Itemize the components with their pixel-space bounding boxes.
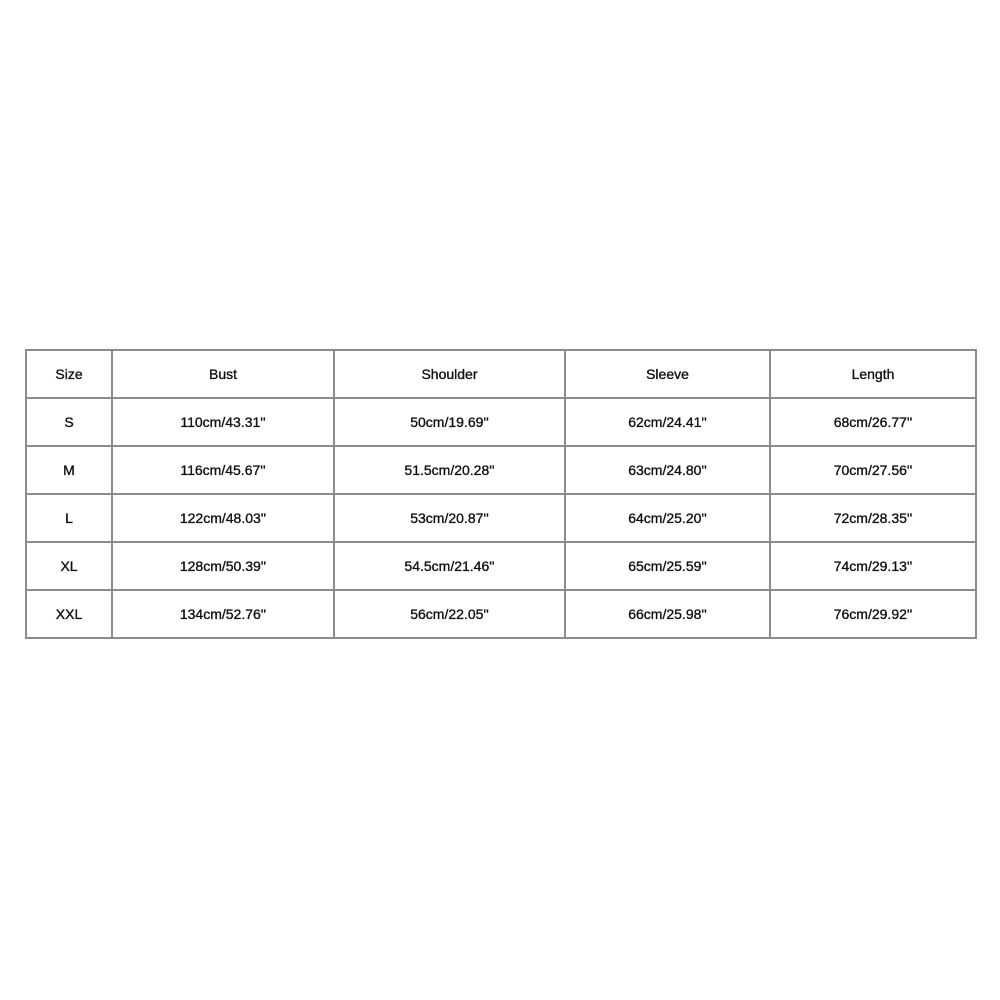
sleeve-cell: 65cm/25.59'' — [565, 542, 770, 590]
shoulder-cell: 53cm/20.87'' — [334, 494, 565, 542]
header-bust: Bust — [112, 350, 334, 398]
table-row — [26, 494, 976, 542]
length-cell: 70cm/27.56'' — [770, 446, 976, 494]
sleeve-cell: 66cm/25.98'' — [565, 590, 770, 638]
size-cell: XL — [26, 542, 112, 590]
shoulder-cell: 50cm/19.69'' — [334, 398, 565, 446]
bust-cell: 110cm/43.31'' — [112, 398, 334, 446]
size-cell: S — [26, 398, 112, 446]
header-row — [26, 350, 976, 398]
header-length: Length — [770, 350, 976, 398]
bust-cell: 122cm/48.03'' — [112, 494, 334, 542]
bust-cell: 128cm/50.39'' — [112, 542, 334, 590]
length-cell: 72cm/28.35'' — [770, 494, 976, 542]
shoulder-cell: 56cm/22.05'' — [334, 590, 565, 638]
table-row — [26, 446, 976, 494]
length-cell: 74cm/29.13'' — [770, 542, 976, 590]
bust-cell: 134cm/52.76'' — [112, 590, 334, 638]
shoulder-cell: 51.5cm/20.28'' — [334, 446, 565, 494]
table-row — [26, 590, 976, 638]
size-chart-body — [26, 398, 976, 638]
size-chart-header — [26, 350, 976, 398]
shoulder-cell: 54.5cm/21.46'' — [334, 542, 565, 590]
size-chart-table — [25, 349, 977, 639]
header-shoulder: Shoulder — [334, 350, 565, 398]
size-cell: XXL — [26, 590, 112, 638]
sleeve-cell: 62cm/24.41'' — [565, 398, 770, 446]
length-cell: 68cm/26.77'' — [770, 398, 976, 446]
length-cell: 76cm/29.92'' — [770, 590, 976, 638]
table-row — [26, 542, 976, 590]
size-cell: L — [26, 494, 112, 542]
table-row — [26, 398, 976, 446]
sleeve-cell: 63cm/24.80'' — [565, 446, 770, 494]
header-sleeve: Sleeve — [565, 350, 770, 398]
sleeve-cell: 64cm/25.20'' — [565, 494, 770, 542]
size-cell: M — [26, 446, 112, 494]
bust-cell: 116cm/45.67'' — [112, 446, 334, 494]
header-size: Size — [26, 350, 112, 398]
